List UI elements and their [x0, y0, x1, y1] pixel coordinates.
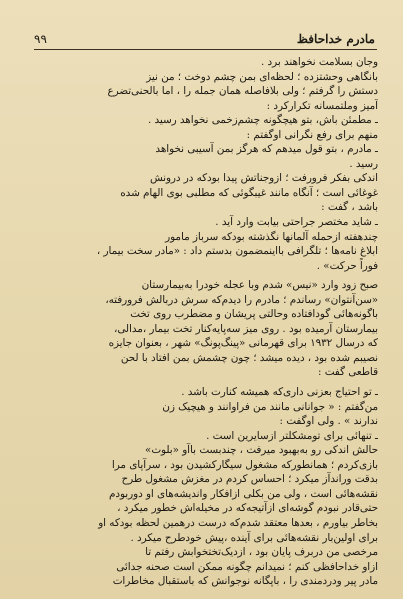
body-line: من‌گفتم : « جوانانی مانند من فراوانند و هیچیک زن [162, 400, 378, 413]
body-line: ازاو خداحافظی کنم ؛ نمیدانم چگونه ممکن است صحنه جدائی [116, 560, 378, 573]
body-line: «سن‌آنتوان» رساندم ؛ مادرم را دیدم‌که سرش دربالش فرورفته، [105, 293, 378, 306]
body-line: ـ تو احتیاج بعزنی داری‌که همیشه کنارت باشد . [181, 386, 378, 399]
running-title: مادرم خداحافظ [296, 32, 375, 46]
body-line: ـ مادرم ، بتو قول میدهم که هرگز بمن آسیبی نخواهد [155, 143, 378, 156]
body-line: بانگاهی وحشتزده ؛ لحظه‌ای بمن چشم دوخت ؛ من نیز [146, 70, 378, 83]
body-line: حالش اندکی رو به‌بهبود میرفت ، چندبست باآو «بلوت» [145, 444, 378, 457]
body-line: ـ مطمئن باش، بتو هیچگونه چشم‌زخمی نخواهد رسید . [147, 114, 378, 127]
body-line: بیمارستان آرمیده بود . روی میز سه‌پایه‌کنار تخت بیمار ،مدالی، [114, 322, 378, 335]
body-line: صبح زود وارد «نیس» شدم وبا عجله خودرا به‌بیمارستان [141, 279, 378, 292]
body-line: بدقت وراندآز میکرد ؛ احساس کردم در مغزش مشغول طرح [121, 473, 378, 486]
body-line: باشد ، گفت : [321, 201, 378, 214]
body-line: بازی‌کردم ؛ همانطورکه مشغول سیگارکشیدن بود ، سرآپای مرا [111, 458, 378, 471]
body-line: که درسال ۱۹۳۲ برای قهرمانی «پینگ‌پونگ» شهر ، بعنوان جایزه [108, 337, 378, 350]
body-line: قاطعی گفت : [317, 366, 378, 379]
body-line: حتی‌قادر نبودم گوشه‌ای ازآتیجه‌که در مخیله‌اش خطور میکرد ، [117, 502, 378, 515]
body-line: اندکی بفکر فرورفت ؛ ازوجناتش پیدا بودکه در درونش [149, 172, 378, 185]
body-line: دستش را گرفتم ؛ ولی بلافاصله همان جمله را ، اما بالحنی‌تضرع [107, 85, 378, 98]
body-line: باگونه‌هائی گودافتاده وحالتی پریشان و مضطرب روی تخت [130, 308, 378, 321]
body-line: فوراً حرکت» . [316, 259, 378, 272]
body-line: مادر پیر ودردمندی را ، باپگانه نوجوانش که باستقبال مخاطرات [112, 575, 378, 588]
body-line: مرخصی من دربرف پایان بود ، ازدیک‌تختخوابش رفتم تا [145, 546, 378, 559]
body-line: ـ تنهائی برای تومشکلتر ازسایرین است . [206, 429, 378, 442]
body-line: وجان بسلامت نخواهند برد . [261, 56, 378, 68]
body-line: ـ شاید مختصر جراحتی بیابت وارد آید . [215, 216, 378, 229]
body-line: بخاطر بیاورم ، بعدها معتقد شدم‌که درست درهمین لحظه بودکه او [98, 516, 378, 529]
body-line: رسید . [349, 157, 378, 170]
body-line: برای اولین‌بار نقشه‌هائی برای آینده ،پیش خودطرح میکرد . [130, 531, 378, 544]
body-line: ندارند » . ولی اوگفت : [279, 415, 378, 428]
body-line: نصیبم شده بود ، دیده میشد ؛ چون چشمش بمن افتاد با لحن [120, 351, 378, 364]
body-text [34, 55, 378, 591]
body-line: چندهفته ازحمله آلمانها نگذشته بودکه سرباز مامور [165, 230, 378, 243]
page-header [34, 28, 375, 50]
body-line: ابلاغ نامه‌ها ؛ تلگرافی بااینمضمون بدستم داد : «مادر سخت بیمار ، [96, 245, 378, 258]
header-rule [34, 49, 377, 50]
body-line: غوغائی است ؛ آنگاه مانند غیبگوئی که مطلبی بوی الهام شده [120, 186, 378, 199]
body-line: منهم برای رفع نگرانی اوگفتم : [246, 128, 378, 141]
body-line: نقشه‌هائی است ، ولی من بکلی ازافکار واندیشه‌های او دوربودم [109, 487, 378, 500]
body-line: آمیز وملتمسانه تکرارکرد : [266, 99, 378, 112]
page-number: ۹۹ [34, 32, 47, 46]
